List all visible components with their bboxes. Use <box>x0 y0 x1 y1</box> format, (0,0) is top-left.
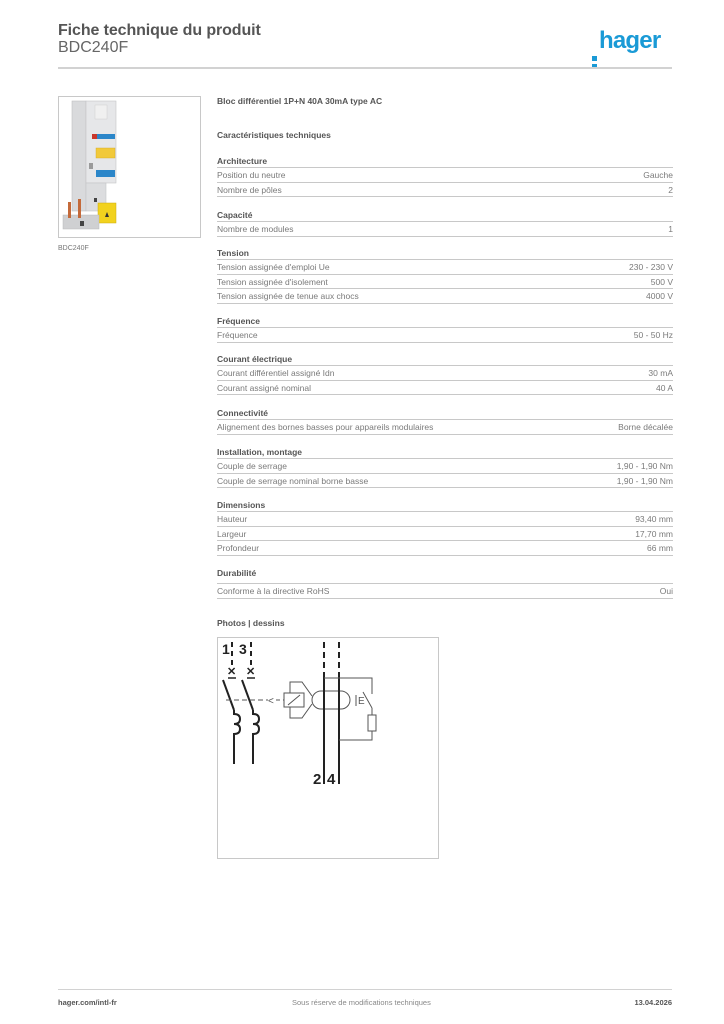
section-dimensions <box>217 499 673 556</box>
spec-value: 4000 V <box>646 291 673 302</box>
spec-label: Courant différentiel assigné Idn <box>217 368 335 378</box>
spec-row <box>217 328 673 343</box>
spec-value: Gauche <box>643 170 673 180</box>
spec-value: 40 A <box>655 382 673 393</box>
spec-value: Oui <box>659 586 673 596</box>
footer-website-link[interactable]: hager.com/intl-fr <box>58 998 117 1007</box>
spec-label: Fréquence <box>217 330 258 340</box>
section-title: Architecture <box>217 155 673 168</box>
spec-row <box>217 222 673 237</box>
section-durabilite <box>217 567 673 599</box>
spec-value: 2 <box>668 184 673 195</box>
spec-label: Largeur <box>217 528 247 539</box>
svg-text:1: 1 <box>222 641 230 657</box>
footer-date: 13.04.2026 <box>634 998 672 1007</box>
footer-disclaimer: Sous réserve de modifications techniques <box>292 998 431 1007</box>
characteristics-title: Caractéristiques techniques <box>217 130 331 140</box>
section-connectivite <box>217 407 673 435</box>
spec-label: Profondeur <box>217 543 260 554</box>
spec-value: 30 mA <box>648 368 673 378</box>
footer-divider <box>58 989 672 990</box>
spec-value: 93,40 mm <box>635 514 673 524</box>
spec-label: Tension assignée d'isolement <box>217 276 328 287</box>
spec-label: Courant assigné nominal <box>217 382 312 393</box>
section-courant-electrique <box>217 353 673 395</box>
spec-row <box>217 366 673 381</box>
section-title: Connectivité <box>217 407 673 420</box>
spec-row <box>217 541 673 556</box>
spec-label: Position du neutre <box>217 170 286 180</box>
svg-text:3: 3 <box>239 641 247 657</box>
product-photo-caption: BDC240F <box>58 245 89 252</box>
section-title: Tension <box>217 247 673 260</box>
spec-row <box>217 459 673 474</box>
svg-text:E: E <box>358 696 365 707</box>
spec-row <box>217 527 673 542</box>
spec-value: Borne décalée <box>618 422 673 432</box>
spec-row <box>217 168 673 183</box>
product-name: Bloc différentiel 1P+N 40A 30mA type AC <box>217 96 383 106</box>
svg-text:4: 4 <box>327 771 336 788</box>
spec-row <box>217 289 673 304</box>
section-title: Dimensions <box>217 499 673 512</box>
spec-row <box>217 275 673 290</box>
photos-title: Photos | dessins <box>217 618 285 628</box>
spec-row <box>217 260 673 275</box>
spec-row <box>217 512 673 527</box>
svg-text:✕: ✕ <box>227 666 237 678</box>
spec-label: Couple de serrage <box>217 461 287 471</box>
spec-row <box>217 584 673 599</box>
spec-value: 66 mm <box>647 543 673 554</box>
section-title: Capacité <box>217 209 673 222</box>
product-image-icon <box>59 97 200 237</box>
spec-label: Tension assignée d'emploi Ue <box>217 262 330 272</box>
svg-text:✕: ✕ <box>246 666 256 678</box>
hager-logo: hager <box>592 28 660 54</box>
section-title: Durabilité <box>217 567 673 584</box>
spec-row <box>217 420 673 435</box>
section-installation-montage <box>217 446 673 488</box>
product-reference: BDC240F <box>58 39 129 56</box>
spec-value: 17,70 mm <box>635 528 673 539</box>
page-title: Fiche technique du produit <box>58 22 261 39</box>
section-title: Fréquence <box>217 315 673 328</box>
spec-row <box>217 183 673 198</box>
spec-value: 500 V <box>650 276 673 287</box>
spec-label: Nombre de pôles <box>217 184 282 195</box>
section-title: Installation, montage <box>217 446 673 459</box>
section-frequence <box>217 315 673 343</box>
product-photo <box>58 96 201 238</box>
spec-label: Alignement des bornes basses pour appareils modulaires <box>217 422 434 432</box>
header-divider <box>58 67 672 69</box>
spec-label: Couple de serrage nominal borne basse <box>217 475 369 486</box>
section-title: Courant électrique <box>217 353 673 366</box>
spec-label: Hauteur <box>217 514 248 524</box>
circuit-diagram-icon <box>218 638 438 858</box>
spec-row <box>217 381 673 396</box>
svg-text:<: < <box>268 696 274 707</box>
spec-value: 230 - 230 V <box>629 262 673 272</box>
spec-label: Tension assignée de tenue aux chocs <box>217 291 359 302</box>
wiring-diagram <box>217 637 439 859</box>
spec-label: Nombre de modules <box>217 224 294 234</box>
spec-label: Conforme à la directive RoHS <box>217 586 330 596</box>
section-tension <box>217 247 673 304</box>
section-architecture <box>217 155 673 197</box>
spec-value: 50 - 50 Hz <box>633 330 673 340</box>
spec-value: 1 <box>668 224 673 234</box>
section-capacite <box>217 209 673 237</box>
spec-value: 1,90 - 1,90 Nm <box>616 461 673 471</box>
svg-text:2: 2 <box>313 771 322 788</box>
spec-row <box>217 474 673 489</box>
spec-value: 1,90 - 1,90 Nm <box>616 475 673 486</box>
